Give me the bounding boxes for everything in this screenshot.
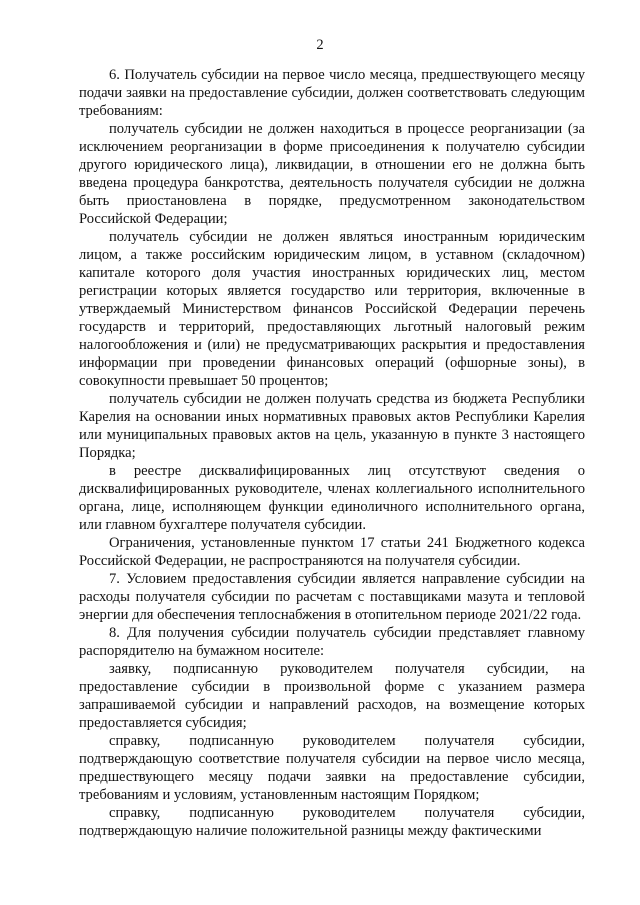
requirement-no-disqualified-persons: в реестре дисквалифицированных лиц отсутствуют сведения о дисквалифицированных руководителе, членах коллегиального исполнительного органа, лице, исполняющем функции единоличного исполнительного органа, или главном бухгалтере получателя субсидии. xyxy=(79,463,585,533)
paragraph-restrictions-budget-code: Ограничения, установленные пунктом 17 статьи 241 Бюджетного кодекса Российской Федерации, не распространяются на получателя субсидии. xyxy=(79,535,585,569)
document-item-compliance-certificate: справку, подписанную руководителем получателя субсидии, подтверждающую соответствие получателя субсидии на первое число месяца, предшествующего месяцу подачи заявки на предоставление субсидии, требованиям и условиям, установленным настоящим Порядком; xyxy=(79,733,585,803)
paragraph-6-intro: 6. Получатель субсидии на первое число месяца, предшествующего месяцу подачи заявки на предоставление субсидии, должен соответствовать следующим требованиям: xyxy=(79,67,585,119)
document-body xyxy=(79,66,585,840)
requirement-no-reorganization: получатель субсидии не должен находиться в процессе реорганизации (за исключением реорганизации в форме присоединения к получателю субсидии другого юридического лица), ликвидации, в отношении его не должна быть введена процедура банкротства, деятельность получателя субсидии не должна быть приостановлена в порядке, предусмотренном законодательством Российской Федерации; xyxy=(79,121,585,227)
paragraph-8-intro: 8. Для получения субсидии получатель субсидии представляет главному распорядителю на бумажном носителе: xyxy=(79,625,585,659)
document-item-difference-certificate: справку, подписанную руководителем получателя субсидии, подтверждающую наличие положительной разницы между фактическими xyxy=(79,805,585,839)
page-number: 2 xyxy=(316,37,324,53)
requirement-not-foreign-entity: получатель субсидии не должен являться иностранным юридическим лицом, а также российским юридическим лицом, в уставном (складочном) капитале которого доля участия иностранных юридических лиц, местом регистрации которых является государство или территория, включенные в утверждаемый Министерством финансов Российской Федерации перечень государств и территорий, предоставляющих льготный налоговый режим налогообложения и (или) не предусматривающих раскрытия и предоставления информации при проведении финансовых операций (офшорные зоны), в совокупности превышает 50 процентов; xyxy=(79,229,585,389)
document-item-application: заявку, подписанную руководителем получателя субсидии, на предоставление субсидии в произвольной форме с указанием размера запрашиваемой субсидии и направлений расходов, на возмещение которых предоставляется субсидия; xyxy=(79,661,585,731)
paragraph-7-condition: 7. Условием предоставления субсидии является направление субсидии на расходы получателя субсидии по расчетам с поставщиками мазута и тепловой энергии для обеспечения теплоснабжения в отопительном периоде 2021/22 года. xyxy=(79,571,585,623)
requirement-no-other-budget-funds: получатель субсидии не должен получать средства из бюджета Республики Карелия на основании иных нормативных правовых актов Республики Карелия или муниципальных правовых актов на цель, указанную в пункте 3 настоящего Порядка; xyxy=(79,391,585,461)
